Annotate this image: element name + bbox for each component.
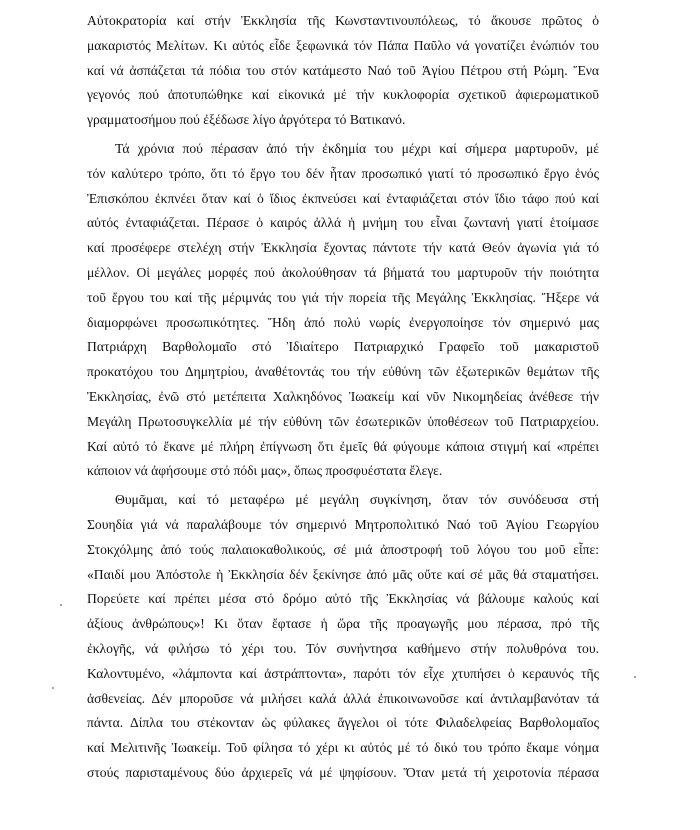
- text-line: καί προσέφερε στελέχη στήν Ἐκκλησία ἔχοντας πάντοτε τήν κατά Θεόν ἀγωνία γιά τό: [87, 240, 599, 256]
- text-line: πάντα. Δίπλα του στέκονταν ὡς φύλακες ἄγγελοι οἱ τότε Φιλαδελφείας Βαρθολομαῖος: [87, 715, 599, 731]
- scan-speck: [634, 676, 636, 678]
- text-line: μακαριστός Μελίτων. Κι αὐτός εἶδε ξεφωνικά τόν Πάπα Παῦλο νά γονατίζει ἐνώπιόν του: [87, 37, 599, 53]
- text-line: Καί αὐτό τό ἔκανε μέ πλήρη ἐπίγνωση ὅτι ἐμεῖς θά φύγουμε κάποια στιγμή καί «πρέπει: [87, 438, 599, 454]
- text-line: Μεγάλη Πρωτοσυγκελλία μέ τήν εὐθύνη τῶν ἐσωτερικῶν ὑποθέσεων τοῦ Πατριαρχείου.: [87, 413, 599, 429]
- text-line: Τά χρόνια πού πέρασαν ἀπό τήν ἐκδημία του μέχρι καί σήμερα μαρτυροῦν, μέ: [115, 140, 599, 156]
- text-line: Ἐπισκόπου ἐκπνέει ὅταν καί ὁ ἴδιος ἐκπνεύσει καί ἐνταφιάζεται στόν ἴδιο τάφο πού καί: [87, 190, 599, 206]
- text-line: προκατόχου του Δημητρίου, ἀναθέτοντάς του τήν εὐθύνη τῶν ἐξωτερικῶν θεμάτων τῆς: [87, 364, 599, 380]
- scan-speck: [52, 687, 54, 689]
- text-line: Αὐτοκρατορία καί στήν Ἐκκλησία τῆς Κωνσταντινουπόλεως, τό ἄκουσε πρῶτος ὁ: [87, 13, 599, 28]
- text-line: μέλλον. Οἱ μεγάλες μορφές πού ἀκολούθησαν τά βήματά του μαρτυροῦν τήν ποιότητα: [87, 264, 599, 280]
- text-line: Καλοντυμένο, «λάμποντα καί ἀστράπτοντα», παρότι τόν εἶχε χτυπήσει ὁ κεραυνός τῆς: [87, 665, 599, 681]
- text-line: κάποιον νά ἀφήσουμε στό πόδι μας», ὅπως προσφυέστατα ἔλεγε.: [87, 463, 443, 479]
- text-line: ἐκλογῆς, νά φιλήσω τό χέρι του. Τόν συνήντησα καθήμενο στήν πολυθρόνα του.: [87, 640, 599, 656]
- text-line: καί Μελιτινῆς Ἰωακείμ. Τοῦ φίλησα τό χέρι κι αὐτός μέ τό δικό του τρόπο ἔκαμε νόημα: [87, 740, 599, 756]
- text-line: Πορεύετε καί πρέπει μέσα στό δρόμο αὐτό τῆς Ἐκκλησίας νά βάλουμε καλούς καί: [87, 591, 599, 607]
- text-line: γεγονός πού ἀποτυπώθηκε καί εἰκονικά μέ τήν κυκλοφορία σχετικοῦ ἀφιερωματικοῦ: [87, 87, 599, 103]
- text-line: τόν καλύτερο τρόπο, ὅτι τό ἔργο του δέν ἦταν προσωπικό γιατί τό προσωπικό ἔργο ἑνός: [87, 165, 599, 181]
- text-line: Σουηδία γιά νά παραλάβουμε τόν σημερινό Μητροπολιτικό Ναό τοῦ Ἁγίου Γεωργίου: [87, 516, 599, 532]
- text-line: Πατριάρχη Βαρθολομαῖο στό Ἰδιαίτερο Πατριαρχικό Γραφεῖο τοῦ μακαριστοῦ: [87, 339, 599, 355]
- text-line: γραμματοσήμου πού ἐξέδωσε λίγο ἀργότερα τό Βατικανό.: [87, 112, 406, 128]
- paragraph-3: [87, 488, 599, 786]
- text-line: αὐτός ἐνταφιάζεται. Πέρασε ὁ καιρός ἀλλά ἡ μνήμη του εἶναι ζωντανή γιατί ἑτοίμασε: [87, 215, 599, 231]
- text-line: ἀσθενείας. Δέν μποροῦσε νά μιλήσει καλά ἀλλά ἐπικοινωνοῦσε καί ἀντιλαμβανόταν τά: [87, 690, 599, 706]
- paragraph-2: [87, 137, 599, 484]
- text-line: ἀξίους ἀνθρώπους»! Κι ὅταν ἔφτασε ἡ ὥρα τῆς προαγωγῆς μου πέρασα, πρό τῆς: [87, 616, 599, 632]
- document-page: [87, 9, 599, 786]
- scan-speck: [60, 604, 62, 606]
- text-line: καί νά ἀσπάζεται τά πόδια του στόν κατάμεστο Ναό τοῦ Ἁγίου Πέτρου στή Ρώμη. Ἕνα: [87, 62, 599, 78]
- text-line: Στοκχόλμης ἀπό τούς παλαιοκαθολικούς, σέ μιά ἀποστροφή τοῦ λόγου του μοῦ εἶπε:: [87, 541, 599, 557]
- text-line: Θυμᾶμαι, καί τό μεταφέρω μέ μεγάλη συγκίνηση, ὅταν τόν συνόδευσα στή: [115, 492, 599, 508]
- text-line: Ἐκκλησίας, ἐνῶ στό μετέπειτα Χαλκηδόνος Ἰωακείμ καί νῦν Νικομηδείας ἀνέθεσε τήν: [87, 388, 599, 404]
- text-line: «Παιδί μου Ἀπόστολε ἡ Ἐκκλησία δέν ξεκίνησε ἀπό μᾶς οὔτε καί σέ μᾶς θά σταματήσει.: [87, 566, 599, 582]
- text-line: στούς παρισταμένους δύο ἀρχιερεῖς νά μέ ψηφίσουν. Ὅταν μετά τή χειροτονία πέρασα: [87, 764, 599, 780]
- paragraph-1: [87, 9, 599, 133]
- text-line: διαμορφώνει προσωπικότητες. Ἤδη ἀπό πολύ νωρίς ἐνεργοποίησε τόν σημερινό μας: [87, 314, 599, 330]
- text-line: τοῦ ἔργου του καί τῆς μέριμνάς του γιά τήν πορεία τῆς Μεγάλης Ἐκκλησίας. Ἤξερε νά: [87, 289, 599, 305]
